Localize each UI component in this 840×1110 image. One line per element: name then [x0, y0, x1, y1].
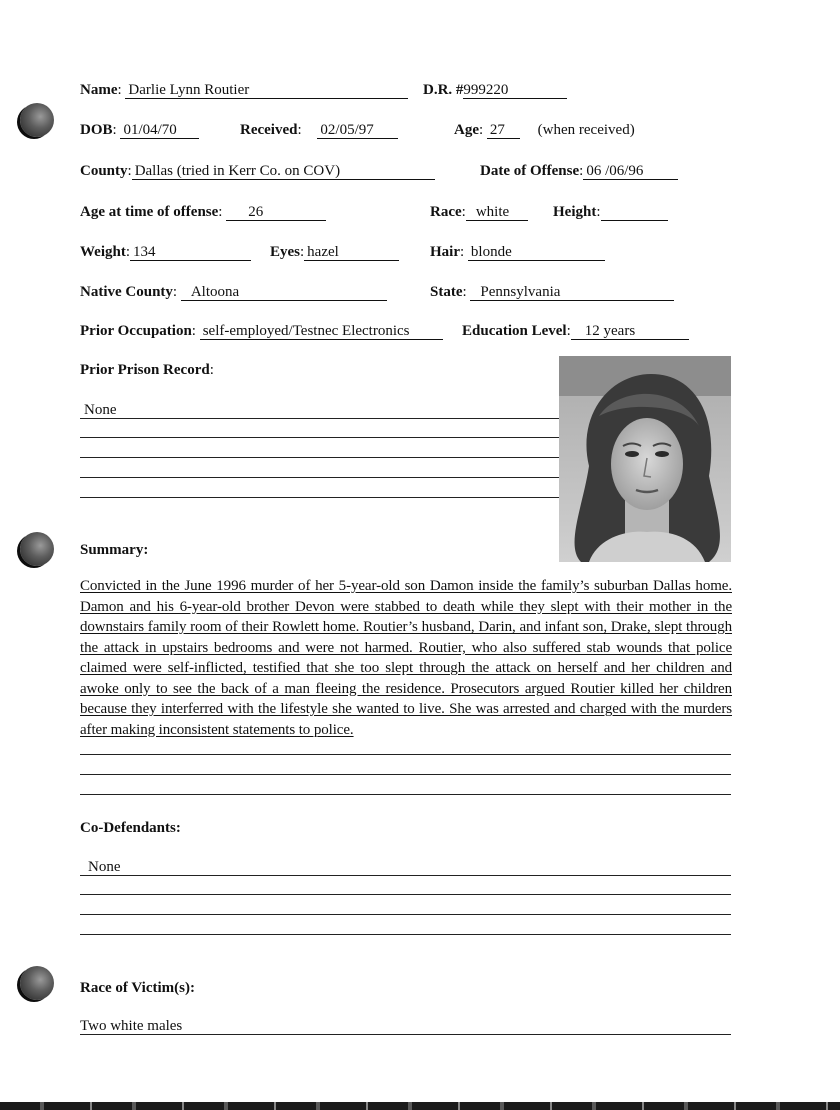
hair-field: Hair: blonde — [430, 243, 605, 261]
summary-text: Convicted in the June 1996 murder of her 5-year-old son Damon inside the family’s suburban Dallas home. Damon and his 6-year-old brother Devon were stabbed to death while they slept with their mother in the downstairs family room of their Rowlett home. Routier’s husband, Darin, and infant son, Drake, slept through the attack in upstairs bedrooms and were not harmed. Routier, who also suffered stab wounds that police claimed were self-inflicted, testified that she too slept through the attack on herself and her children and awoke only to see the back of a man fleeing the residence. Prosecutors argued Routier killed her children because they interferred with the lifestyle she wanted to live. She was arrested and charged with the murders after making inconsistent statements to police. — [80, 578, 732, 738]
date-of-offense-field: Date of Offense: 06 /06/96 — [480, 162, 678, 180]
co-defendants-line-2 — [80, 894, 731, 895]
date-of-offense-value: 06 /06/96 — [583, 163, 678, 180]
hair-value: blonde — [468, 244, 605, 261]
height-field: Height: — [553, 203, 668, 221]
race-value: white — [466, 204, 528, 221]
co-defendants-line-3 — [80, 914, 731, 915]
summary-line-1 — [80, 754, 731, 755]
eyes-value: hazel — [304, 244, 399, 261]
age-field: Age: 27 (when received) — [454, 122, 635, 138]
punch-hole-middle — [20, 532, 54, 566]
race-of-victims-heading: Race of Victim(s): — [80, 980, 195, 996]
weight-value: 134 — [130, 244, 251, 261]
state-value: Pennsylvania — [470, 284, 674, 301]
prior-occupation-field: Prior Occupation: self-employed/Testnec Electronics — [80, 322, 443, 340]
inmate-photo — [559, 356, 731, 562]
race-of-victims-line — [80, 1034, 731, 1035]
dob-value: 01/04/70 — [120, 122, 199, 139]
race-of-victims-value: Two white males — [80, 1018, 183, 1034]
education-level-value: 12 years — [571, 323, 689, 340]
height-value — [601, 204, 668, 221]
co-defendants-line-1 — [80, 875, 731, 876]
dob-field: DOB: 01/04/70 — [80, 121, 199, 139]
state-field: State: Pennsylvania — [430, 283, 674, 301]
dr-number-value: 999220 — [463, 82, 567, 99]
age-note: (when received) — [537, 122, 635, 138]
weight-field: Weight: 134 — [80, 243, 251, 261]
punch-hole-top — [20, 103, 54, 137]
prior-record-line-2 — [80, 437, 560, 438]
scan-edge-bar — [0, 1102, 840, 1110]
summary-heading: Summary: — [80, 542, 149, 558]
co-defendants-value: None — [88, 859, 121, 875]
name-field: Name: Darlie Lynn Routier — [80, 81, 408, 99]
prior-occupation-value: self-employed/Testnec Electronics — [200, 323, 443, 340]
prior-prison-record-value: None — [84, 402, 117, 418]
co-defendants-line-4 — [80, 934, 731, 935]
received-field: Received: 02/05/97 — [240, 121, 398, 139]
name-value: Darlie Lynn Routier — [125, 82, 408, 99]
education-level-field: Education Level: 12 years — [462, 322, 689, 340]
prior-record-line-3 — [80, 457, 560, 458]
county-value: Dallas (tried in Kerr Co. on COV) — [132, 163, 435, 180]
native-county-value: Altoona — [181, 284, 387, 301]
eyes-field: Eyes: hazel — [270, 243, 399, 261]
inmate-photo-image — [559, 356, 731, 562]
prior-record-line-4 — [80, 477, 560, 478]
summary-line-2 — [80, 774, 731, 775]
dr-number-field: D.R. #999220 — [423, 81, 567, 99]
prior-record-line-5 — [80, 497, 560, 498]
county-field: County: Dallas (tried in Kerr Co. on COV) — [80, 162, 435, 180]
age-at-offense-value: 26 — [226, 204, 326, 221]
age-value: 27 — [487, 122, 520, 139]
summary-line-3 — [80, 794, 731, 795]
native-county-field: Native County: Altoona — [80, 283, 387, 301]
punch-hole-bottom — [20, 966, 54, 1000]
prior-record-line-1 — [80, 418, 560, 419]
race-field: Race: white — [430, 203, 528, 221]
received-value: 02/05/97 — [317, 122, 398, 139]
prior-prison-record-heading: Prior Prison Record: — [80, 362, 214, 378]
co-defendants-heading: Co-Defendants: — [80, 820, 181, 836]
age-at-offense-field: Age at time of offense: 26 — [80, 203, 326, 221]
